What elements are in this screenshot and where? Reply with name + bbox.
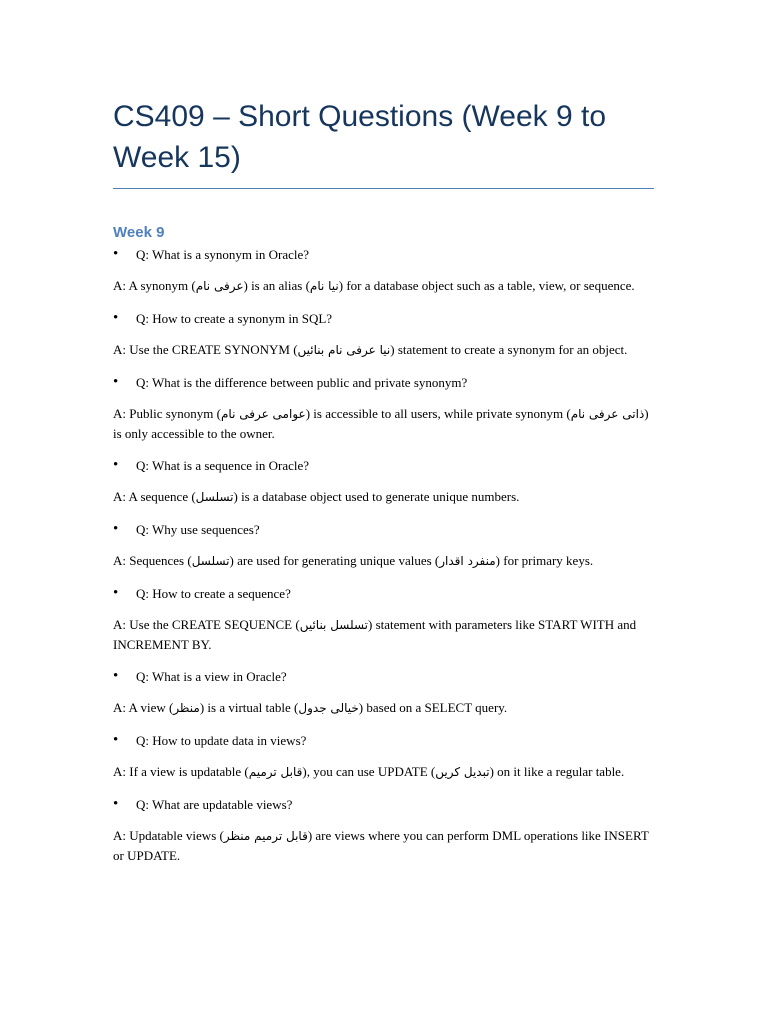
answer bbox=[113, 698, 658, 718]
question-text: Q: How to create a synonym in SQL? bbox=[136, 311, 333, 326]
answer bbox=[113, 826, 658, 865]
title-divider bbox=[113, 188, 654, 189]
answer-text: A: A view ( bbox=[113, 700, 174, 715]
bullet-icon: • bbox=[113, 374, 119, 390]
answer-text: ) for primary keys. bbox=[495, 553, 594, 568]
qa-item bbox=[113, 245, 658, 296]
question bbox=[113, 309, 658, 328]
answer-text: ) is a virtual table ( bbox=[199, 700, 299, 715]
urdu-term: منفرد اقدار bbox=[439, 554, 496, 568]
urdu-term: عوامی عرفی نام bbox=[220, 407, 306, 421]
answer bbox=[113, 487, 658, 507]
answer bbox=[113, 615, 658, 654]
question bbox=[113, 520, 658, 539]
answer bbox=[113, 276, 658, 296]
answer-text: ) on it like a regular table. bbox=[489, 764, 625, 779]
question bbox=[113, 373, 658, 392]
answer-text: ) are views where you can perform DML operations like INSERT or UPDATE. bbox=[113, 828, 649, 863]
answer bbox=[113, 762, 658, 782]
qa-item bbox=[113, 584, 658, 654]
answer-text: A: Sequences ( bbox=[113, 553, 192, 568]
document-title: CS409 – Short Questions (Week 9 to Week 15) bbox=[113, 100, 607, 174]
urdu-term: نیا نام bbox=[309, 279, 339, 293]
urdu-term: تسلسل bbox=[195, 490, 234, 504]
qa-item bbox=[113, 456, 658, 507]
question bbox=[113, 667, 658, 686]
answer-text: A: Use the CREATE SEQUENCE ( bbox=[113, 617, 300, 632]
urdu-term: تبدیل کریں bbox=[435, 765, 490, 779]
urdu-term: منظر bbox=[173, 701, 200, 715]
question-text: Q: What is a view in Oracle? bbox=[136, 669, 287, 684]
answer-text: ) is a database object used to generate unique numbers. bbox=[233, 489, 520, 504]
question-text: Q: What are updatable views? bbox=[136, 797, 293, 812]
question-text: Q: Why use sequences? bbox=[136, 522, 260, 537]
question bbox=[113, 795, 658, 814]
qa-item bbox=[113, 520, 658, 571]
question-text: Q: How to create a sequence? bbox=[136, 586, 291, 601]
question-text: Q: What is a synonym in Oracle? bbox=[136, 247, 310, 262]
bullet-icon: • bbox=[113, 732, 119, 748]
question bbox=[113, 245, 658, 264]
answer-text: A: A sequence ( bbox=[113, 489, 196, 504]
qa-item bbox=[113, 731, 658, 782]
urdu-term: عرفی نام bbox=[195, 279, 244, 293]
bullet-icon: • bbox=[113, 457, 119, 473]
answer-text: A: A synonym ( bbox=[113, 278, 196, 293]
question-text: Q: How to update data in views? bbox=[136, 733, 307, 748]
bullet-icon: • bbox=[113, 585, 119, 601]
week-heading: Week 9 bbox=[113, 224, 165, 241]
bullet-icon: • bbox=[113, 521, 119, 537]
answer-text: ) are used for generating unique values ( bbox=[229, 553, 440, 568]
qa-item bbox=[113, 795, 658, 865]
urdu-term: تسلسل بنائیں bbox=[299, 618, 369, 632]
answer-text: ) based on a SELECT query. bbox=[358, 700, 508, 715]
bullet-icon: • bbox=[113, 310, 119, 326]
bullet-icon: • bbox=[113, 668, 119, 684]
answer-text: A: Use the CREATE SYNONYM ( bbox=[113, 342, 298, 357]
qa-item bbox=[113, 373, 658, 443]
qa-item bbox=[113, 667, 658, 718]
answer-text: A: Updatable views ( bbox=[113, 828, 224, 843]
question-text: Q: What is a sequence in Oracle? bbox=[136, 458, 310, 473]
answer-text: ) is an alias ( bbox=[243, 278, 310, 293]
answer bbox=[113, 340, 658, 360]
question bbox=[113, 456, 658, 475]
qa-item bbox=[113, 309, 658, 360]
answer-text: ) is only accessible to the owner. bbox=[113, 406, 649, 441]
qa-list bbox=[113, 245, 658, 865]
urdu-term: ذاتی عرفی نام bbox=[570, 407, 645, 421]
urdu-term: خیالی جدول bbox=[298, 701, 359, 715]
answer bbox=[113, 551, 658, 571]
question-text: Q: What is the difference between public and private synonym? bbox=[136, 375, 468, 390]
question bbox=[113, 584, 658, 603]
answer-text: ) statement to create a synonym for an object. bbox=[390, 342, 628, 357]
bullet-icon: • bbox=[113, 796, 119, 812]
answer-text: ) statement with parameters like START WITH and INCREMENT BY. bbox=[113, 617, 637, 652]
urdu-term: قابل ترمیم منظر bbox=[223, 829, 308, 843]
answer-text: A: Public synonym ( bbox=[113, 406, 221, 421]
answer-text: A: If a view is updatable ( bbox=[113, 764, 249, 779]
answer-text: ) for a database object such as a table, view, or sequence. bbox=[338, 278, 635, 293]
question bbox=[113, 731, 658, 750]
document-page bbox=[113, 96, 658, 878]
urdu-term: قابل ترمیم bbox=[248, 765, 303, 779]
answer-text: ), you can use UPDATE ( bbox=[302, 764, 436, 779]
answer bbox=[113, 404, 658, 443]
answer-text: ) is accessible to all users, while private synonym ( bbox=[305, 406, 571, 421]
urdu-term: تسلسل bbox=[191, 554, 230, 568]
urdu-term: نیا عرفی نام بنائیں bbox=[297, 343, 391, 357]
bullet-icon: • bbox=[113, 246, 119, 262]
